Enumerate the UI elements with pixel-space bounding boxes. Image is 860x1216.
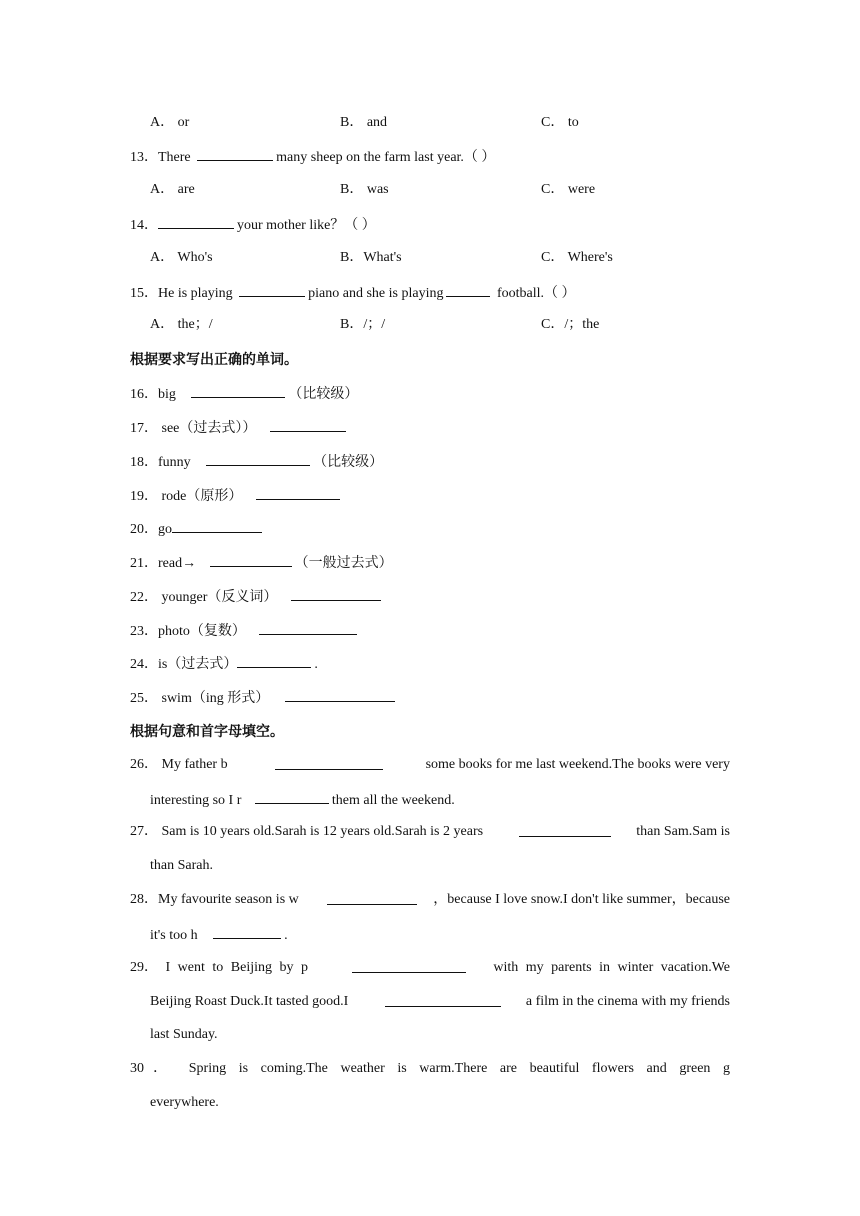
q13-option-c[interactable]: C． were bbox=[541, 182, 596, 197]
q12-option-c[interactable]: C． to bbox=[541, 115, 579, 130]
answer-blank[interactable] bbox=[291, 587, 381, 601]
question-text: with my parents in winter vacation.We bbox=[493, 960, 730, 975]
answer-blank[interactable] bbox=[259, 621, 357, 635]
question-text: 20．go bbox=[130, 522, 172, 537]
question-19 bbox=[130, 486, 343, 506]
question-16 bbox=[130, 384, 358, 404]
question-13-start: 13．There bbox=[130, 150, 191, 165]
q13-option-a[interactable]: A． are bbox=[150, 182, 195, 197]
question-text: a film in the cinema with my friends bbox=[525, 994, 730, 1009]
q15-option-a[interactable]: A． the；/ bbox=[150, 317, 213, 332]
question-17 bbox=[130, 418, 349, 438]
question-text: it's too h bbox=[150, 928, 198, 943]
question-13-rest: many sheep on the farm last year.（ ） bbox=[276, 150, 496, 165]
question-text: ，because I love snow.I don't like summer，because bbox=[433, 892, 730, 907]
question-hint: （一般过去式） bbox=[294, 556, 393, 571]
question-24 bbox=[130, 654, 318, 674]
answer-blank[interactable] bbox=[172, 519, 262, 533]
section-heading-word-forms: 根据要求写出正确的单词。 bbox=[130, 352, 298, 368]
question-text: 24．is（过去式） bbox=[130, 657, 238, 672]
question-text: them all the weekend. bbox=[331, 793, 455, 808]
question-28-line-1 bbox=[130, 891, 730, 909]
question-text: 16．big bbox=[130, 387, 176, 402]
answer-blank[interactable] bbox=[197, 147, 273, 161]
question-22 bbox=[130, 587, 384, 607]
question-text: Beijing Roast Duck.It tasted good.I bbox=[150, 994, 349, 1009]
answer-blank[interactable] bbox=[275, 756, 383, 770]
question-15-start: 15．He is playing bbox=[130, 286, 233, 301]
question-hint: （比较级） bbox=[313, 455, 384, 470]
question-text: 17． see（过去式）） bbox=[130, 421, 257, 436]
question-hint: （比较级） bbox=[288, 387, 359, 402]
question-29-line-2 bbox=[150, 993, 730, 1011]
question-15-mid: piano and she is playing bbox=[308, 286, 444, 301]
answer-blank[interactable] bbox=[519, 823, 611, 837]
question-30-line-1: 30． Spring is coming.The weather is warm.There are beautiful flowers and green g bbox=[130, 1061, 730, 1076]
answer-blank[interactable] bbox=[270, 418, 346, 432]
answer-blank[interactable] bbox=[158, 215, 234, 229]
question-text: 25． swim（ing 形式） bbox=[130, 691, 270, 706]
question-15-rest: football.（ ） bbox=[496, 286, 576, 301]
q15-option-c[interactable]: C．/；the bbox=[541, 317, 600, 332]
answer-blank[interactable] bbox=[385, 993, 501, 1007]
question-text: interesting so I r bbox=[150, 793, 242, 808]
question-29-line-3: last Sunday. bbox=[150, 1027, 218, 1042]
question-29-line-1 bbox=[130, 959, 730, 977]
question-21 bbox=[130, 553, 393, 573]
question-14-start: 14． bbox=[130, 218, 158, 233]
q14-option-b[interactable]: B．What's bbox=[340, 250, 402, 265]
question-26-line-2 bbox=[150, 790, 455, 810]
question-text: 26． My father b bbox=[130, 757, 228, 772]
question-text: 22． younger（反义词） bbox=[130, 590, 278, 605]
question-20 bbox=[130, 519, 265, 539]
question-14-rest: your mother like？（ ） bbox=[237, 218, 376, 233]
question-13 bbox=[130, 147, 495, 167]
question-text: . bbox=[284, 928, 288, 943]
question-27-line-1 bbox=[130, 823, 730, 841]
answer-blank[interactable] bbox=[352, 959, 466, 973]
question-text: some books for me last weekend.The books were very bbox=[425, 757, 730, 772]
question-text: than Sam.Sam is bbox=[636, 824, 730, 839]
answer-blank[interactable] bbox=[446, 283, 490, 297]
answer-blank[interactable] bbox=[210, 553, 292, 567]
question-text: 27． Sam is 10 years old.Sarah is 12 years old.Sarah is 2 years bbox=[130, 824, 484, 839]
question-text: 23．photo（复数） bbox=[130, 624, 246, 639]
question-text: 21．read→ bbox=[130, 556, 197, 571]
question-23 bbox=[130, 621, 360, 641]
question-25 bbox=[130, 688, 398, 708]
q15-option-b[interactable]: B．/；/ bbox=[340, 317, 386, 332]
q12-option-b[interactable]: B． and bbox=[340, 115, 388, 130]
q12-option-a[interactable]: A． or bbox=[150, 115, 190, 130]
question-text: 19． rode（原形） bbox=[130, 489, 243, 504]
question-30-line-2: everywhere. bbox=[150, 1095, 219, 1110]
q14-option-a[interactable]: A． Who's bbox=[150, 250, 213, 265]
answer-blank[interactable] bbox=[206, 452, 310, 466]
question-18 bbox=[130, 452, 383, 472]
answer-blank[interactable] bbox=[285, 688, 395, 702]
answer-blank[interactable] bbox=[239, 283, 305, 297]
answer-blank[interactable] bbox=[255, 790, 329, 804]
question-text: 18．funny bbox=[130, 455, 191, 470]
question-text: 29． I went to Beijing by p bbox=[130, 960, 308, 975]
question-14 bbox=[130, 215, 376, 235]
question-text: 28．My favourite season is w bbox=[130, 892, 299, 907]
q13-option-b[interactable]: B． was bbox=[340, 182, 389, 197]
answer-blank[interactable] bbox=[256, 486, 340, 500]
answer-blank[interactable] bbox=[191, 384, 285, 398]
question-27-line-2: than Sarah. bbox=[150, 858, 213, 873]
question-15 bbox=[130, 283, 576, 303]
answer-blank[interactable] bbox=[237, 654, 311, 668]
q14-option-c[interactable]: C． Where's bbox=[541, 250, 613, 265]
answer-blank[interactable] bbox=[213, 925, 281, 939]
answer-blank[interactable] bbox=[327, 891, 417, 905]
question-26-line-1 bbox=[130, 756, 730, 774]
section-heading-fill-blanks: 根据句意和首字母填空。 bbox=[130, 724, 284, 740]
question-hint: . bbox=[314, 657, 318, 672]
question-28-line-2 bbox=[150, 925, 288, 945]
